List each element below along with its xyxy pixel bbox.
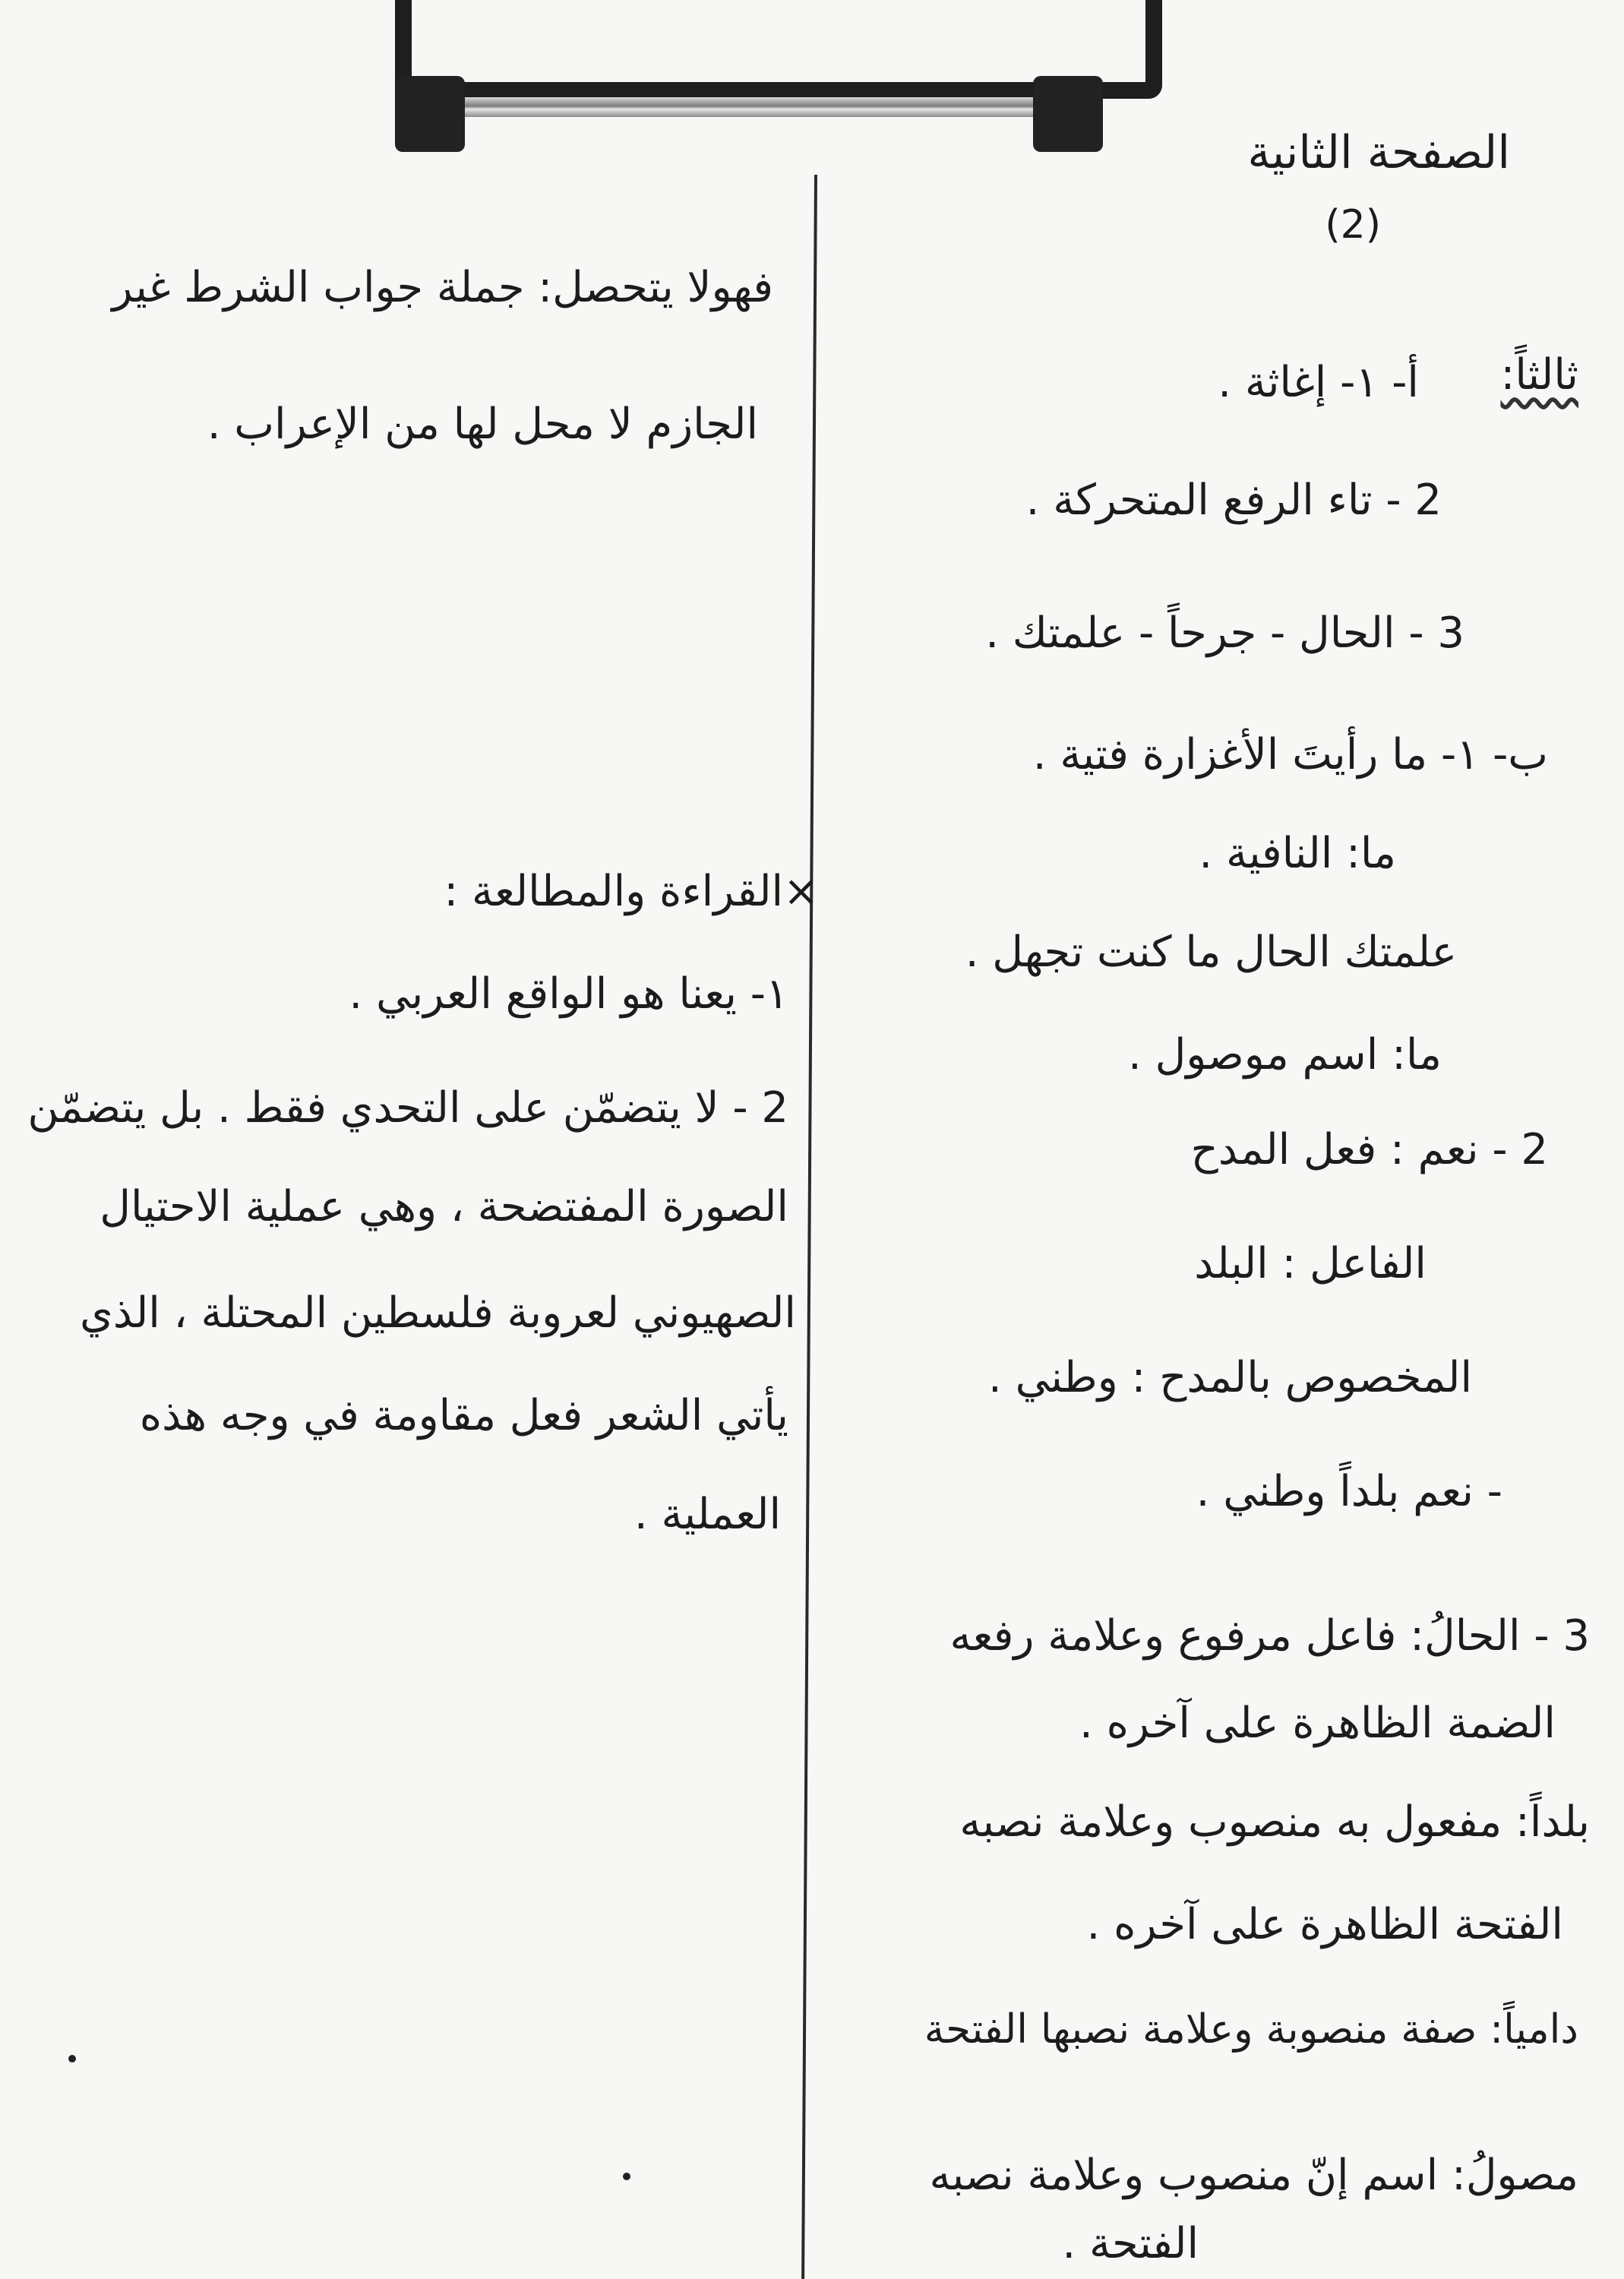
answer-c-4a: مصولُ: اسم إنّ منصوب وعلامة نصبه: [929, 2151, 1578, 2200]
ink-dot: [623, 2173, 630, 2180]
reading-answer-2e: العملية .: [633, 1490, 781, 1539]
reading-answer-1: ١- يعنا هو الواقع العربي .: [349, 969, 788, 1019]
answer-b-note-6: - نعم بلداً وطني .: [1196, 1467, 1502, 1516]
clipboard-clip-end-right: [1033, 76, 1103, 152]
answer-a-3: 3 - الحال - جرحاً - علمتك .: [985, 608, 1464, 658]
answer-c-3: دامياً: صفة منصوبة وعلامة نصبها الفتحة: [924, 2006, 1578, 2053]
left-line-2: الجازم لا محل لها من الإعراب .: [207, 400, 758, 449]
answer-c-1a: 3 - الحالُ: فاعل مرفوع وعلامة رفعه: [949, 1611, 1590, 1661]
reading-answer-2a: 2 - لا يتضمّن على التحدي فقط . بل يتضمّن: [27, 1083, 788, 1133]
answer-b-note-1: ما: النافية .: [1199, 829, 1396, 878]
answer-c-2a: بلداً: مفعول به منصوب وعلامة نصبه: [959, 1797, 1590, 1847]
answer-b-note-2: علمتك الحال ما كنت تجهل .: [965, 928, 1457, 977]
reading-heading: ×القراءة والمطالعة :: [444, 867, 819, 916]
answer-b-2: 2 - نعم : فعل المدح: [1190, 1125, 1548, 1174]
clipboard-clip-end-left: [395, 76, 465, 152]
answer-a-2: 2 - تاء الرفع المتحركة .: [1025, 476, 1442, 525]
answer-c-1b: الضمة الظاهرة على آخره .: [1079, 1699, 1556, 1748]
clipboard-rod: [456, 97, 1094, 117]
section3-label: ثالثاً:: [1500, 350, 1578, 400]
column-divider: [801, 175, 817, 2279]
answer-b-note-3: ما: اسم موصول .: [1128, 1030, 1442, 1079]
answer-c-4b: الفتحة .: [1062, 2219, 1199, 2268]
ink-dot: [68, 2055, 76, 2062]
answer-b-note-5: المخصوص بالمدح : وطني .: [987, 1353, 1472, 1402]
answer-b-note-4: الفاعل : البلد: [1194, 1239, 1427, 1288]
reading-answer-2c: الصهيوني لعروبة فلسطين المحتلة ، الذي: [80, 1288, 796, 1338]
left-line-1: فهولا يتحصل: جملة جواب الشرط غير: [112, 263, 773, 312]
page-heading: الصفحة الثانية: [1247, 126, 1510, 179]
answer-c-2b: الفتحة الظاهرة على آخره .: [1086, 1900, 1563, 1949]
page-number: (2): [1325, 202, 1381, 248]
answer-b-1: ب- ١- ما رأيتَ الأغزارة فتية .: [1032, 730, 1548, 779]
reading-answer-2d: يأتي الشعر فعل مقاومة في وجه هذه: [139, 1391, 788, 1440]
answer-a-1: أ- ١- إغاثة .: [1218, 358, 1419, 407]
reading-answer-2b: الصورة المفتضحة ، وهي عملية الاحتيال: [100, 1182, 788, 1231]
